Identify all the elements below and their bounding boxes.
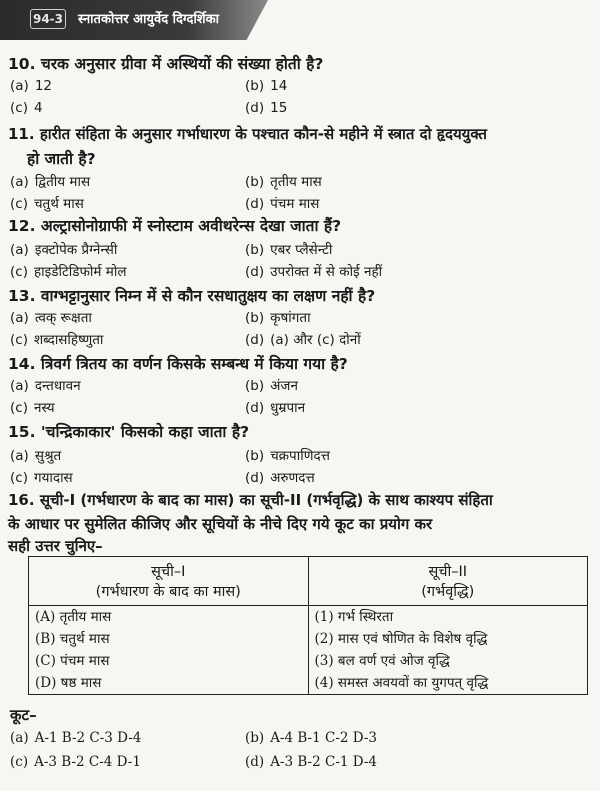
question-number: 16.	[8, 491, 35, 509]
question-15	[8, 420, 249, 442]
option: (d) 15	[245, 100, 288, 116]
koot-option: (b) A-4 B-1 C-2 D-3	[245, 730, 377, 746]
option: (a) द्वितीय मास	[10, 174, 91, 190]
list2-item: (4) समस्त अवयवों का युगपत् वृद्धि	[314, 675, 489, 691]
list1-item: (A) तृतीय मास	[35, 609, 112, 625]
option: (d) अरुणदत्त	[245, 470, 315, 486]
question-number: 12.	[8, 217, 36, 235]
option: (b) 14	[245, 78, 288, 94]
option: (d) उपरोक्त में से कोई नहीं	[245, 264, 383, 280]
list1-header	[29, 557, 309, 606]
option: (a) दन्तधावन	[10, 378, 81, 394]
list2-header	[308, 557, 588, 606]
koot-option: (c) A-3 B-2 C-4 D-1	[10, 754, 141, 770]
question-text: सूची-I (गर्भधारण के बाद का मास) का सूची-II (गर्भवृद्धि) के साथ काश्यप संहिता	[39, 491, 493, 509]
list1-item: (B) चतुर्थ मास	[35, 631, 110, 647]
matching-table	[28, 556, 588, 695]
option: (a) सुश्रुत	[10, 448, 62, 464]
option: (d) पंचम मास	[245, 196, 320, 212]
list2-column	[308, 606, 588, 695]
koot-option: (a) A-1 B-2 C-3 D-4	[10, 730, 142, 746]
option: (c) गयादास	[10, 470, 73, 486]
question-text: 'चन्द्रिकाकार' किसको कहा जाता है?	[40, 423, 250, 441]
question-number: 15.	[8, 423, 36, 441]
question-text: त्रिवर्ग त्रितय का वर्णन किसके सम्बन्ध में किया गया है?	[40, 355, 348, 373]
question-16-line2: के आधार पर सुमेलित कीजिए और सूचियों के नीचे दिए गये कूट का प्रयोग कर	[8, 515, 433, 533]
list2-subtitle: (गर्भवृद्धि)	[421, 584, 475, 600]
list2-item: (3) बल वर्ण एवं ओज वृद्धि	[314, 653, 450, 669]
option: (c) चतुर्थ मास	[10, 196, 84, 212]
list1-title: सूची–I	[151, 564, 186, 580]
question-16-line3: सही उत्तर चुनिए–	[8, 537, 103, 555]
question-12	[8, 214, 341, 236]
option: (b) चक्रपाणिदत्त	[245, 448, 330, 464]
question-number: 13.	[8, 287, 36, 305]
question-text: वाग्भट्टानुसार निम्न में से कौन रसधातुक्षय का लक्षण नहीं है?	[40, 287, 376, 305]
option: (a) 12	[10, 78, 52, 94]
question-text: हारीत संहिता के अनुसार गर्भाधारण के पश्चात कौन-से महीने में स्त्रात दो हृदययुक्त	[39, 125, 487, 143]
option: (c) 4	[10, 100, 43, 116]
question-11-line2: हो जाती है?	[27, 150, 96, 168]
option: (a) त्वक् रूक्षता	[10, 310, 92, 326]
question-text: चरक अनुसार ग्रीवा में अस्थियों की संख्या होती है?	[40, 55, 324, 73]
option: (b) अंजन	[245, 378, 298, 394]
list2-item: (1) गर्भ स्थिरता	[314, 609, 394, 625]
question-number: 14.	[8, 355, 36, 373]
question-number: 10.	[8, 55, 36, 73]
book-title: स्नातकोत्तर आयुर्वेद दिग्दर्शिका	[78, 12, 220, 27]
option: (d) धुम्रपान	[245, 400, 306, 416]
koot-option: (d) A-3 B-2 C-1 D-4	[245, 754, 377, 770]
list1-column	[29, 606, 309, 695]
question-number: 11.	[8, 125, 35, 143]
question-11	[8, 124, 487, 144]
option: (d) (a) और (c) दोनों	[245, 332, 361, 348]
option: (b) एबर प्लैसेन्टी	[245, 242, 333, 258]
question-14	[8, 352, 348, 374]
page-number: 94-3	[30, 9, 66, 29]
question-10	[8, 52, 323, 74]
list1-item: (C) पंचम मास	[35, 653, 110, 669]
list2-item: (2) मास एवं षोणित के विशेष वृद्धि	[314, 631, 488, 647]
list1-subtitle: (गर्भधारण के बाद का मास)	[95, 584, 241, 600]
question-text: अल्ट्रासोनोग्राफी में स्नोस्टाम अवीथरेन्स देखा जाता हैं?	[40, 217, 342, 235]
option: (b) तृतीय मास	[245, 174, 322, 190]
list1-item: (D) षष्ठ मास	[35, 675, 102, 691]
question-13	[8, 284, 375, 306]
list2-title: सूची–II	[428, 564, 468, 580]
question-16	[8, 490, 493, 510]
option: (c) हाइडेटिडिफोर्म मोल	[10, 264, 127, 280]
koot-title: कूट–	[10, 706, 37, 724]
option: (c) शब्दासहिष्णुता	[10, 332, 104, 348]
option: (c) नस्य	[10, 400, 55, 416]
option: (a) इक्टोपेक प्रैग्नेन्सी	[10, 242, 118, 258]
option: (b) कृषांगता	[245, 310, 311, 326]
